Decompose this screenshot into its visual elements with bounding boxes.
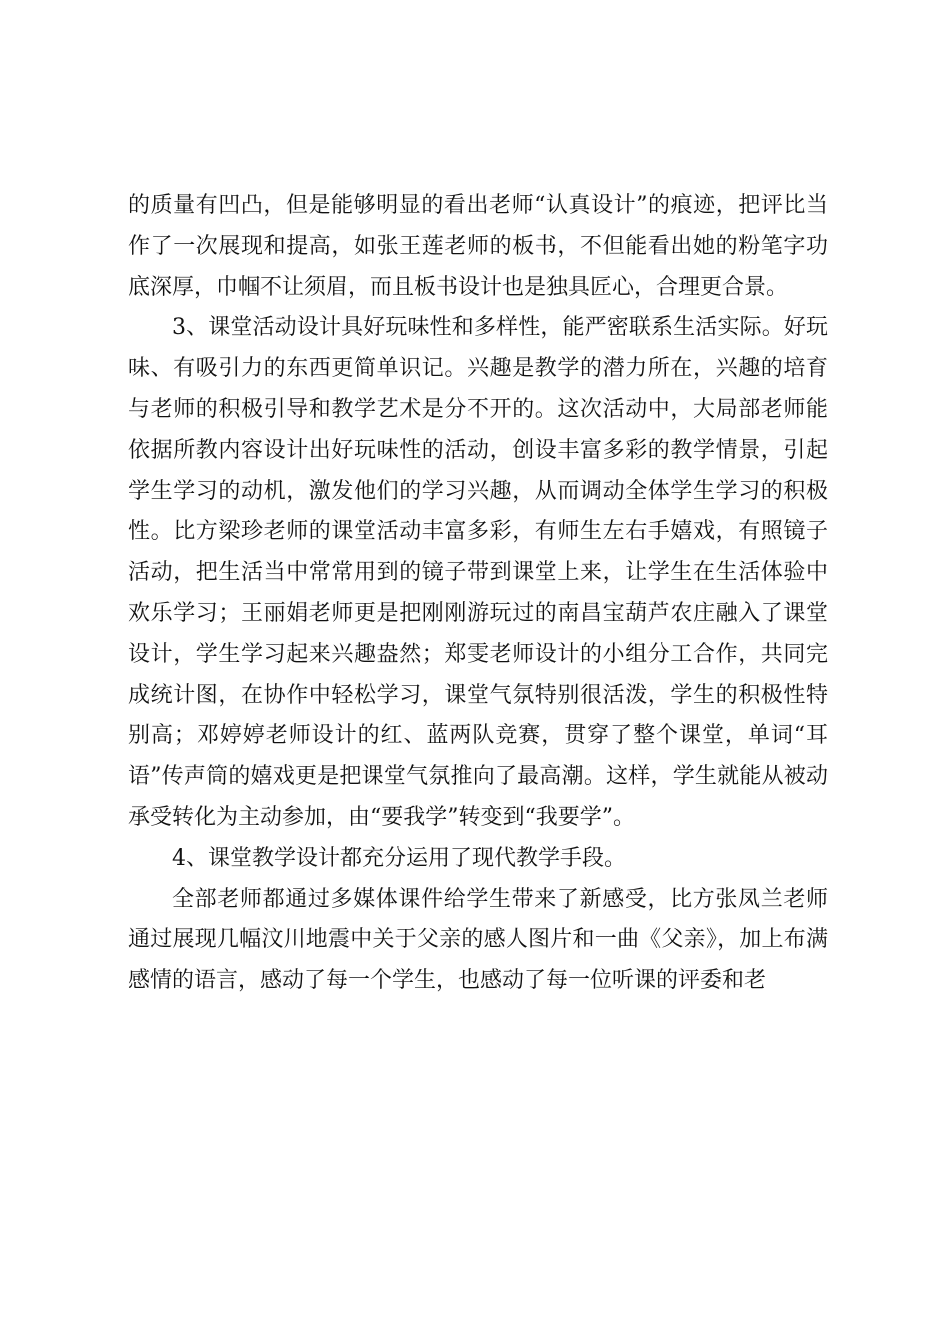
- paragraph-multimedia-courseware: 全部老师都通过多媒体课件给学生带来了新感受，比方张凤兰老师通过展现几幅汶川地震中关于父亲的感人图片和一曲《父亲》，加上布满感情的语言，感动了每一个学生，也感动了每一位听课的评委和老: [128, 886, 828, 994]
- paragraph-classroom-activities: 3、课堂活动设计具好玩味性和多样性，能严密联系生活实际。好玩味、有吸引力的东西更简单识记。兴趣是教学的潜力所在，兴趣的培育与老师的积极引导和教学艺术是分不开的。这次活动中，大局部老师能依据所教内容设计出好玩味性的活动，创设丰富多彩的教学情景，引起学生学习的动机，激发他们的学习兴趣，从而调动全体学生学习的积极性。比方梁珍老师的课堂活动丰富多彩，有师生左右手嬉戏，有照镜子活动，把生活当中常常用到的镜子带到课堂上来，让学生在生活体验中欢乐学习；王丽娟老师更是把刚刚游玩过的南昌宝葫芦农庄融入了课堂设计，学生学习起来兴趣盎然；郑雯老师设计的小组分工合作，共同完成统计图，在协作中轻松学习，课堂气氛特别很活泼，学生的积极性特别高；邓婷婷老师设计的红、蓝两队竞赛，贯穿了整个课堂，单词“耳语”传声筒的嬉戏更是把课堂气氛推向了最高潮。这样，学生就能从被动承受转化为主动参加，由“要我学”转变到“我要学”。: [128, 315, 828, 830]
- paragraph-modern-teaching-heading: 4、课堂教学设计都充分运用了现代教学手段。: [172, 845, 626, 871]
- paragraph-quality-of-design: 的质量有凹凸，但是能够明显的看出老师“认真设计”的痕迹，把评比当作了一次展现和提高，如张王莲老师的板书，不但能看出她的粉笔字功底深厚，巾帼不让须眉，而且板书设计也是独具匠心，合理更合景。: [128, 193, 828, 300]
- document-body: [128, 186, 828, 1002]
